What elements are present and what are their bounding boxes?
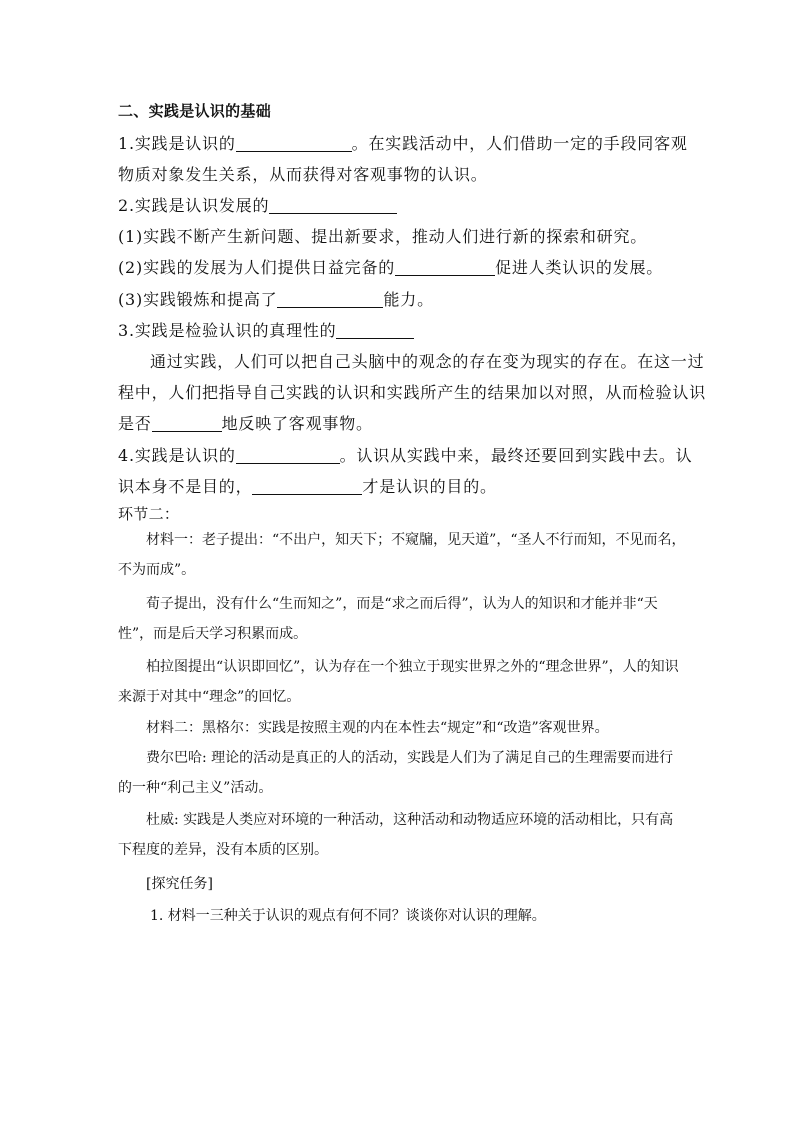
paragraph-1-text-b: 。在实践活动中，人们借助一定的手段同客观 [351,134,688,153]
paragraph-2-item-2-text-b: 促进人类认识的发展。 [495,258,664,277]
paragraph-4-line-1 [118,446,692,466]
paragraph-2-item-2-text-a: (2)实践的发展为人们提供日益完备的 [118,258,396,277]
fill-blank-2[interactable] [269,198,397,214]
dewey-line-2: 下程度的差异，没有本质的区别。 [118,842,328,858]
paragraph-4-text-a: 4.实践是认识的 [118,446,236,465]
fill-blank-6[interactable] [152,416,222,432]
task-item-1: 1. 材料一三种关于认识的观点有何不同？谈谈你对认识的理解。 [150,908,546,924]
plato-line-1: 柏拉图提出“认识即回忆”，认为存在一个独立于现实世界之外的“理念世界”，人的知识 [146,659,679,675]
xunzi-line-2: 性”，而是后天学习积累而成。 [118,626,308,642]
paragraph-1-line-1 [118,134,688,154]
paragraph-2-item-3-text-a: (3)实践锻炼和提高了 [118,290,278,309]
paragraph-3-text: 3.实践是检验认识的真理性的 [118,321,337,340]
material-2-line: 材料二：黑格尔：实践是按照主观的内在本性去“规定”和“改造”客观世界。 [146,720,609,736]
material-1-line-1: 材料一：老子提出：“不出户，知天下；不窥牖，见天道”，“圣人不行而知，不见而名， [146,532,686,548]
section-heading: 二、实践是认识的基础 [118,102,272,120]
paragraph-2-item-3-text-b: 能力。 [383,290,434,309]
paragraph-3-body-line-2: 程中，人们把指导自己实践的认识和实践所产生的结果加以对照，从而检验认识 [118,383,707,402]
paragraph-2-item-1: (1)实践不断产生新问题、提出新要求，推动人们进行新的探索和研究。 [118,227,648,246]
fill-blank-8[interactable] [252,479,362,495]
paragraph-4-text-b: 。认识从实践中来，最终还要回到实践中去。认 [339,446,693,465]
paragraph-3-line [118,321,414,341]
feuerbach-line-1: 费尔巴哈: 理论的活动是真正的人的活动，实践是人们为了满足自己的生理需要而进行 [146,750,674,766]
paragraph-4-line-2 [118,477,497,497]
paragraph-1-text-a: 1.实践是认识的 [118,134,236,153]
paragraph-2-item-2 [118,258,663,278]
paragraph-4-text-c: 识本身不是目的， [118,477,253,496]
paragraph-3-body-text-a: 是否 [118,414,152,433]
feuerbach-line-2: 的一种“利己主义”活动。 [118,780,273,796]
fill-blank-1[interactable] [236,136,352,152]
paragraph-3-body-line-1: 通过实践，人们可以把自己头脑中的观念的存在变为现实的存在。在这一过 [150,352,705,371]
material-1-line-2: 不为而成”。 [118,562,196,578]
plato-line-2: 来源于对其中“理念”的回忆。 [118,689,301,705]
xunzi-line-1: 荀子提出，没有什么“生而知之”，而是“求之而后得”，认为人的知识和才能并非“天 [146,596,658,612]
paragraph-2-text: 2.实践是认识发展的 [118,196,270,215]
link-2-label: 环节二： [118,505,180,523]
paragraph-3-body-text-b: 地反映了客观事物。 [221,414,373,433]
paragraph-3-body-line-3 [118,414,373,434]
paragraph-4-text-d: 才是认识的目的。 [362,477,497,496]
task-label: [探究任务] [146,876,213,892]
paragraph-2-line [118,196,397,216]
paragraph-2-item-3 [118,290,434,310]
fill-blank-5[interactable] [336,323,414,339]
dewey-line-1: 杜威: 实践是人类应对环境的一种活动，这种活动和动物适应环境的活动相比，只有高 [146,812,674,828]
fill-blank-3[interactable] [395,260,495,276]
fill-blank-4[interactable] [277,292,383,308]
fill-blank-7[interactable] [236,448,340,464]
paragraph-1-line-2: 物质对象发生关系，从而获得对客观事物的认识。 [118,165,488,184]
